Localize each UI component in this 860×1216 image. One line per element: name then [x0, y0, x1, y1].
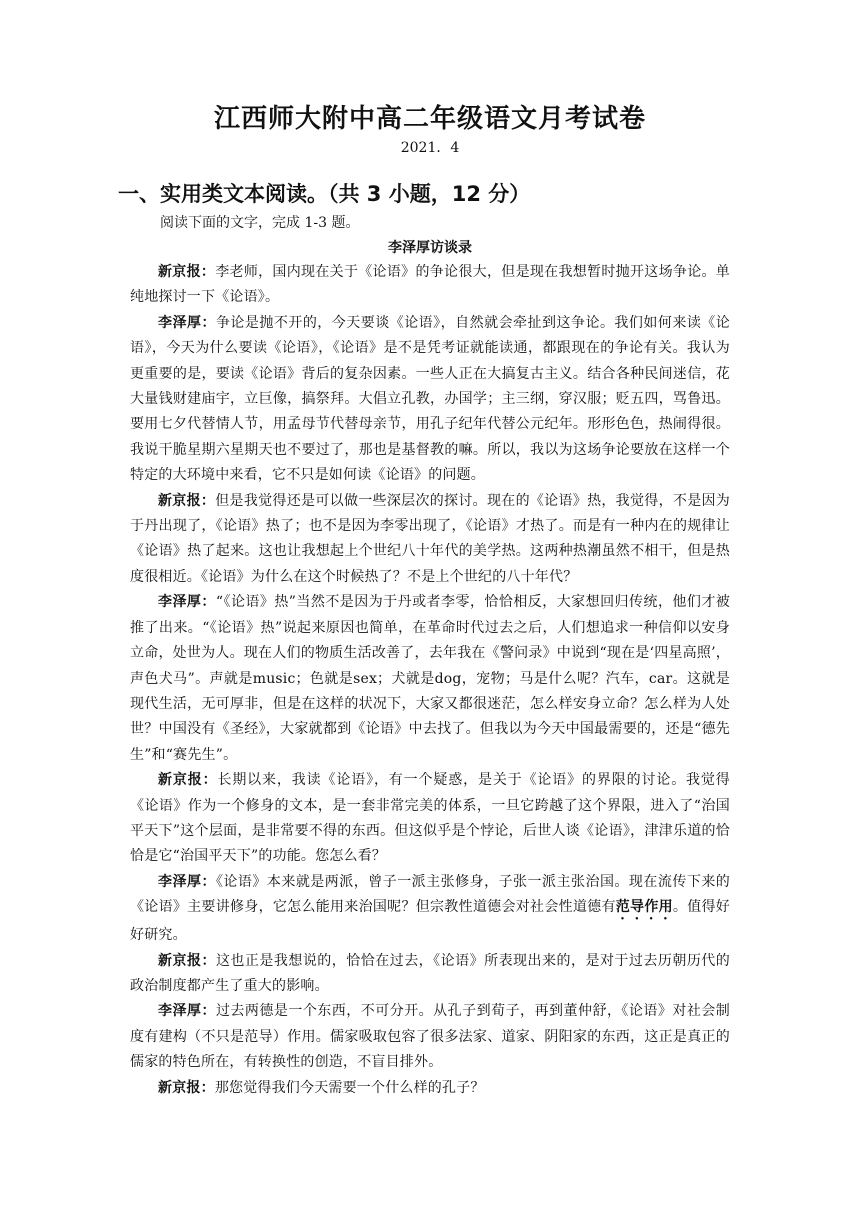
interview-paragraph: [130, 999, 730, 1075]
interview-paragraph: [130, 489, 730, 591]
paragraph-text: 长期以来，我读《论语》，有一个疑惑，是关于《论语》的界限的讨论。我觉得《论语》作为一个修身的文本，是一套非常完美的体系，一旦它跨越了这个界限，进入了“治国平天下”这个层面，是非常要不得的东西。但这似乎是个悖论，后世人谈《论语》，津津乐道的恰恰是它“治国平天下”的功能。您怎么看？: [130, 772, 730, 865]
reading-instruction: 阅读下面的文字，完成 1-3 题。: [160, 215, 360, 231]
interview-paragraph: [130, 870, 730, 949]
interview-paragraph: [130, 1076, 730, 1101]
speaker-label: 新京报：: [158, 264, 216, 280]
paragraph-text-after: 。值得好好研究。: [130, 899, 730, 944]
interview-body: [130, 260, 730, 1101]
speaker-label: 李泽厚：: [158, 594, 216, 611]
speaker-label: 新京报：: [158, 952, 216, 969]
exam-title: 江西师大附中高二年级语文月考试卷: [213, 104, 646, 134]
paragraph-text: 争论是抛不开的，今天要谈《论语》，自然就会牵扯到这争论。我们如何来读《论语》，今天为什么要读《论语》，《论语》是不是凭考证就能读通，都跟现在的争论有关。我认为更重要的是，要读《论语》背后的复杂因素。一些人正在大搞复古主义。结合各种民间迷信，花大量钱财建庙宇，立巨像，搞祭拜。大倡立孔教，办国学；主三纲，穿汉服；贬五四，骂鲁迅。要用七夕代替情人节，用孟母节代替母亲节，用孔子纪年代替公元纪年。形形色色，热闹得很。我说干脆星期六星期天也不要过了，那也是基督教的嘛。所以，我以为这场争论要放在这样一个特定的大环境中来看，它不只是如何读《论语》的问题。: [130, 314, 730, 484]
interview-paragraph: [130, 949, 730, 1000]
interview-paragraph: [130, 768, 730, 870]
paragraph-text: 但是我觉得还是可以做一些深层次的探讨。现在的《论语》热，我觉得，不是因为于丹出现了，《论语》热了；也不是因为李零出现了，《论语》才热了。而是有一种内在的规律让《论语》热了起来。这也让我想起上个世纪八十年代的美学热。这两种热潮虽然不相干，但是热度很相近。《论语》为什么在这个时候热了？不是上个世纪的八十年代？: [130, 492, 730, 585]
speaker-label: 新京报：: [158, 492, 216, 509]
speaker-label: 李泽厚：: [158, 1003, 216, 1020]
speaker-label: 新京报：: [158, 1079, 215, 1096]
paragraph-text: 《论语》本来就是两派，曾子一派主张修身，子张一派主张治国。现在流传下来的《论语》主要讲修身，它怎么能用来治国呢？但宗教性道德会对社会性道德有: [130, 873, 730, 916]
speaker-label: 李泽厚：: [158, 873, 216, 890]
speaker-label: 新京报：: [158, 772, 218, 789]
exam-date: 2021．4: [400, 140, 460, 156]
paragraph-text: 这也正是我想说的，恰恰在过去，《论语》所表现出来的，是对于过去历朝历代的政治制度都产生了重大的影响。: [130, 952, 730, 994]
speaker-label: 李泽厚：: [158, 314, 216, 331]
paragraph-text: 李老师，国内现在关于《论语》的争论很大，但是现在我想暂时抛开这场争论。单纯地探讨一下《论语》。: [130, 264, 730, 306]
interview-paragraph: [130, 311, 730, 489]
paragraph-text: 过去两德是一个东西，不可分开。从孔子到荀子，再到董仲舒，《论语》对社会制度有建构（不只是范导）作用。儒家吸取包容了很多法家、道家、阴阳家的东西，这正是真正的儒家的特色所在，有转换性的创造，不盲目排外。: [130, 1003, 730, 1071]
interview-paragraph: [130, 260, 730, 311]
article-title: 李泽厚访谈录: [388, 240, 472, 256]
section-heading: 一、实用类文本阅读。（共 3 小题，12 分）: [118, 182, 531, 206]
paragraph-text: “《论语》热”当然不是因为于丹或者李零，恰恰相反，大家想回归传统，他们才被推了出来。“《论语》热”说起来原因也简单，在革命时代过去之后，人们想追求一种信仰以安身立命，处世为人。现在人们的物质生活改善了，去年我在《警问录》中说到“现在是‘四星高照’，声色犬马”。声就是music；色就是sex；犬就是dog，宠物；马是什么呢？汽车，car。这就是现代生活，无可厚非，但是在这样的状况下，大家又都很迷茫，怎么样安身立命？怎么样为人处世？中国没有《圣经》，大家就都到《论语》中去找了。但我以为今天中国最需要的，还是“德先生”和“赛先生”。: [130, 594, 730, 763]
paragraph-text: 那您觉得我们今天需要一个什么样的孔子？: [214, 1079, 485, 1096]
emphasized-term: 范导作用: [615, 899, 673, 916]
interview-paragraph: [130, 590, 730, 768]
